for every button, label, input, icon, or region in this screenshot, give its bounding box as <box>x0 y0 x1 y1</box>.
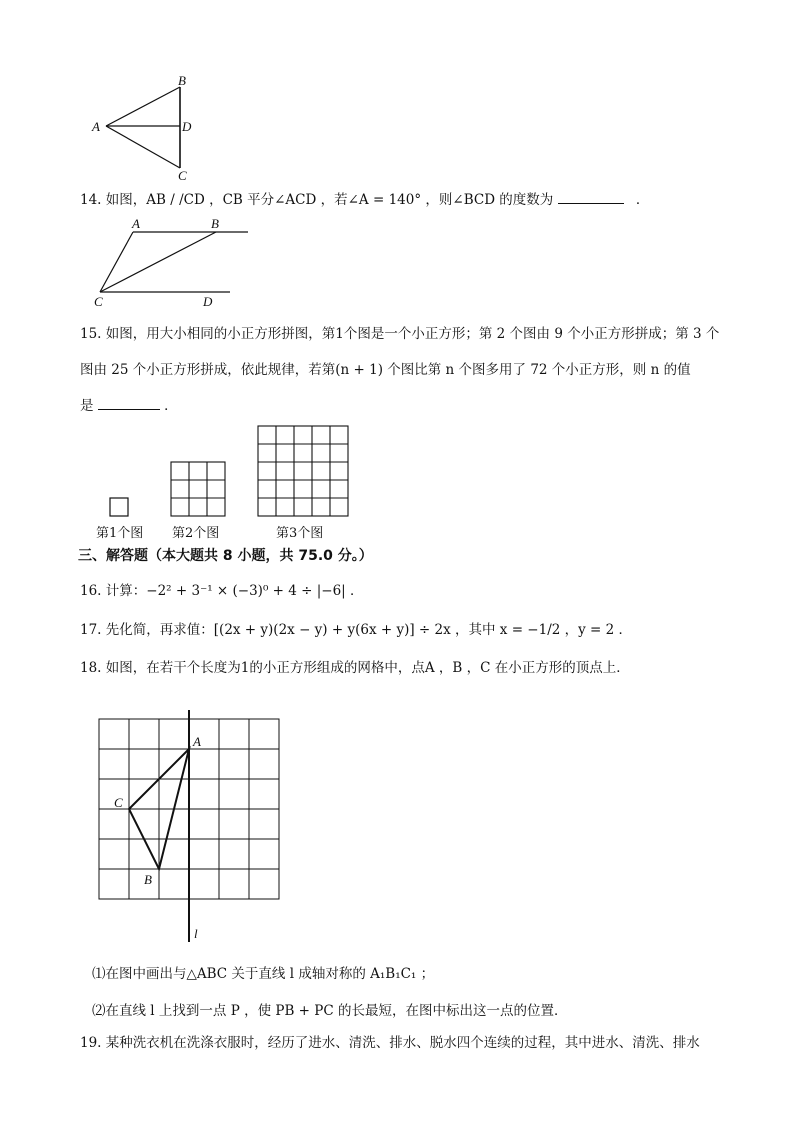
question-15-line2: 图由 25 个小正方形拼成，依此规律，若第(n + 1) 个图比第 n 个图多用了 72 个小正方形，则 n 的值 <box>80 362 691 378</box>
label-a: A <box>193 734 201 749</box>
caption-fig1: 第1个图 <box>96 526 144 541</box>
section-title: 三、解答题（本大题共 8 小题，共 75.0 分。） <box>78 548 373 564</box>
figure-q13 <box>88 72 228 182</box>
question-number: 17. <box>80 622 102 638</box>
question-15-line1 <box>80 322 719 342</box>
label-a: A <box>92 119 100 134</box>
question-text: 如图，AB / /CD ，CB 平分∠ACD ，若∠A = 140° ，则∠BCD 的度数为 <box>105 192 554 208</box>
question-18-part1: ⑴在图中画出与△ABC 关于直线 l 成轴对称的 A₁B₁C₁ ； <box>92 966 435 982</box>
label-c: C <box>94 294 103 308</box>
answer-blank <box>98 395 160 410</box>
question-16 <box>80 579 364 599</box>
question-text: 计算：−2² + 3⁻¹ × (−3)⁰ + 4 ÷ |−6| ． <box>105 583 364 599</box>
square-fig1 <box>110 498 128 516</box>
figure-q18-grid <box>90 710 290 948</box>
label-c: C <box>114 795 123 810</box>
question-15-line3: 是 ． <box>80 394 178 414</box>
figure-q15 <box>90 420 370 548</box>
question-text: 某种洗衣机在洗涤衣服时，经历了进水、清洗、排水、脱水四个连续的过程，其中进水、清洗、排水 <box>105 1035 700 1051</box>
caption-fig3: 第3个图 <box>276 526 324 541</box>
figure-q14 <box>90 216 260 308</box>
question-number: 14. <box>80 192 102 208</box>
question-end: ． <box>635 192 650 208</box>
question-text: 如图，在若干个长度为1的小正方形组成的网格中，点A ，B ，C 在小正方形的顶点上． <box>105 660 630 676</box>
question-text: 如图，用大小相同的小正方形拼图，第1个图是一个小正方形；第 2 个图由 9 个小正方形拼成；第 3 个 <box>105 326 720 342</box>
label-l: l <box>194 926 198 941</box>
answer-blank <box>558 189 624 204</box>
label-b: B <box>144 872 152 887</box>
grid-fig3 <box>258 426 348 516</box>
question-number: 19. <box>80 1035 102 1051</box>
label-c: C <box>178 168 187 182</box>
label-d: D <box>203 294 213 308</box>
label-a: A <box>132 216 140 231</box>
question-14 <box>80 188 649 208</box>
label-d: D <box>182 119 192 134</box>
label-b: B <box>211 216 219 231</box>
question-number: 18. <box>80 660 102 676</box>
question-number: 16. <box>80 583 102 599</box>
question-18-part2: ⑵在直线 l 上找到一点 P ，使 PB + PC 的长最短，在图中标出这一点的位置． <box>92 1003 568 1019</box>
question-19 <box>80 1031 700 1051</box>
question-18 <box>80 656 630 676</box>
question-number: 15. <box>80 326 102 342</box>
label-b: B <box>178 73 186 88</box>
caption-fig2: 第2个图 <box>172 526 220 541</box>
question-text: 先化简，再求值：[(2x + y)(2x − y) + y(6x + y)] ÷ 2x ，其中 x = −1/2 ，y = 2 ． <box>105 622 633 638</box>
question-17 <box>80 618 632 638</box>
grid-fig2 <box>171 462 225 516</box>
